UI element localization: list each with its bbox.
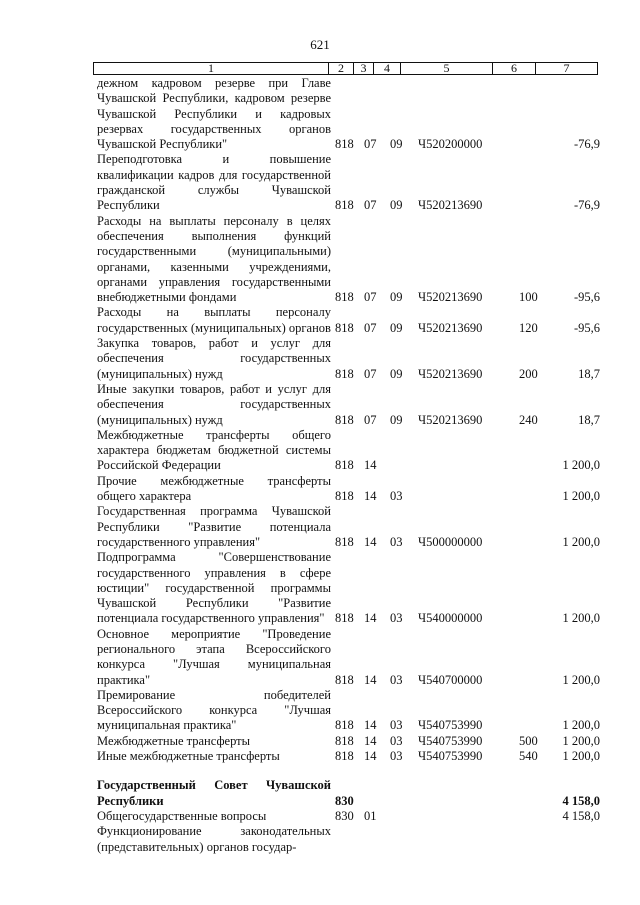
table-row <box>97 734 600 749</box>
row-c2: 818 <box>335 412 354 427</box>
row-name: Закупка товаров, работ и услуг для обеспечения государственных (муниципальных) нужд <box>97 336 331 381</box>
row-c4: 03 <box>390 489 403 504</box>
row-c6: 540 <box>519 749 538 764</box>
row-c3: 07 <box>364 320 377 335</box>
row-c2: 818 <box>335 534 354 549</box>
row-name: Межбюджетные трансферты общего характера бюджетам бюджетной системы Российской Федерации <box>97 427 331 473</box>
row-c3: 14 <box>364 733 377 748</box>
row-c4: 03 <box>390 534 403 549</box>
row-c3: 07 <box>364 290 377 305</box>
row-c2: 818 <box>335 611 354 626</box>
row-c4: 03 <box>390 718 403 733</box>
row-name: Функционирование законодательных (представительных) органов государ- <box>97 824 331 854</box>
row-c5: Ч520213690 <box>418 290 483 305</box>
row-c2: 818 <box>335 458 354 473</box>
header-col-6: 6 <box>492 63 535 74</box>
row-c5: Ч540753990 <box>418 749 483 764</box>
header-col-1: 1 <box>208 61 214 75</box>
row-c7: 18,7 <box>578 366 600 381</box>
header-col-7: 7 <box>535 63 597 74</box>
table-row <box>97 428 600 474</box>
table-row <box>97 688 600 734</box>
row-c4: 09 <box>390 366 403 381</box>
table-header <box>93 62 598 75</box>
row-name: Иные межбюджетные трансферты <box>97 749 280 764</box>
row-c4: 03 <box>390 611 403 626</box>
header-col-4: 4 <box>373 63 400 74</box>
table-row <box>97 152 600 213</box>
row-c3: 14 <box>364 611 377 626</box>
row-c6: 500 <box>519 733 538 748</box>
row-c2: 818 <box>335 366 354 381</box>
row-c5: Ч520213690 <box>418 198 483 213</box>
row-c5: Ч520213690 <box>418 366 483 381</box>
table-row <box>97 749 600 764</box>
row-c6: 200 <box>519 366 538 381</box>
table-row <box>97 382 600 428</box>
row-c7: 1 200,0 <box>562 458 600 473</box>
row-name: Подпрограмма "Совершенствование государственного управления в сфере юстиции" государственной программы Чувашской Республики "Развитие потенциала государственного управления" <box>97 550 331 626</box>
row-name: Межбюджетные трансферты <box>97 733 251 748</box>
header-col-3: 3 <box>353 63 373 74</box>
row-c5: Ч540000000 <box>418 611 483 626</box>
row-c3: 07 <box>364 137 377 152</box>
row-c3: 07 <box>364 198 377 213</box>
table-row <box>97 214 600 306</box>
row-name: Государственная программа Чувашской Республики "Развитие потенциала государственного управления" <box>97 504 331 549</box>
row-c4: 09 <box>390 137 403 152</box>
row-c2: 818 <box>335 198 354 213</box>
row-c6: 240 <box>519 412 538 427</box>
row-c5: Ч520200000 <box>418 137 483 152</box>
row-c7: 1 200,0 <box>562 749 600 764</box>
row-c7: 1 200,0 <box>562 733 600 748</box>
row-c2: 818 <box>335 718 354 733</box>
row-c7: 18,7 <box>578 412 600 427</box>
row-c3: 07 <box>364 412 377 427</box>
row-c2: 818 <box>335 749 354 764</box>
row-c4: 09 <box>390 290 403 305</box>
row-name: Расходы на выплаты персоналу в целях обеспечения выполнения функций государственными (муниципальными) органами, казенными учреждениями, органами управления государственными внебюджетными фондами <box>97 213 331 305</box>
row-name: Переподготовка и повышение квалификации кадров для государственной гражданской службы Чувашской Республики <box>97 152 331 213</box>
row-c2: 818 <box>335 489 354 504</box>
row-c4: 09 <box>390 198 403 213</box>
row-c6: 120 <box>519 320 538 335</box>
row-name: Иные закупки товаров, работ и услуг для обеспечения государственных (муниципальных) нужд <box>97 381 331 427</box>
header-col-2: 2 <box>328 63 353 74</box>
table-body <box>97 76 600 855</box>
row-c4: 09 <box>390 412 403 427</box>
row-c7: 1 200,0 <box>562 489 600 504</box>
row-c3: 14 <box>364 458 377 473</box>
table-row <box>97 824 600 855</box>
table-row <box>97 336 600 382</box>
row-c7: 1 200,0 <box>562 611 600 626</box>
row-c7: 1 200,0 <box>562 718 600 733</box>
table-row-section <box>97 778 600 809</box>
page-number: 621 <box>310 37 330 52</box>
table-row <box>97 809 600 824</box>
section-c2: 830 <box>335 793 354 808</box>
section-c7: 4 158,0 <box>562 793 600 808</box>
row-name: Прочие межбюджетные трансферты общего характера <box>97 473 331 504</box>
row-name: Общегосударственные вопросы <box>97 808 267 823</box>
table-row <box>97 504 600 550</box>
row-c4: 03 <box>390 749 403 764</box>
row-c2: 818 <box>335 672 354 687</box>
row-name: Расходы на выплаты персоналу государственных (муниципальных) органов <box>97 305 331 335</box>
row-c5: Ч500000000 <box>418 534 483 549</box>
row-c2: 818 <box>335 320 354 335</box>
row-c3: 01 <box>364 808 377 823</box>
table-row <box>97 627 600 688</box>
table-row <box>97 305 600 336</box>
row-c6: 100 <box>519 290 538 305</box>
row-name: Основное мероприятие "Проведение регионального этапа Всероссийского конкурса "Лучшая муниципальная практика" <box>97 626 331 687</box>
row-c7: 1 200,0 <box>562 672 600 687</box>
table-row <box>97 550 600 626</box>
row-c5: Ч540753990 <box>418 733 483 748</box>
row-name: дежном кадровом резерве при Главе Чувашской Республики, кадровом резерве Чувашской Республики и кадровых резервах государственных органов Чувашской Республики" <box>97 76 331 152</box>
row-c3: 07 <box>364 366 377 381</box>
row-c3: 14 <box>364 718 377 733</box>
row-name: Премирование победителей Всероссийского конкурса "Лучшая муниципальная практика" <box>97 687 331 733</box>
row-c4: 03 <box>390 672 403 687</box>
row-c3: 14 <box>364 672 377 687</box>
row-c7: 1 200,0 <box>562 534 600 549</box>
row-c2: 818 <box>335 290 354 305</box>
row-c7: -95,6 <box>573 320 600 335</box>
row-c2: 818 <box>335 733 354 748</box>
row-c2: 818 <box>335 137 354 152</box>
row-c5: Ч520213690 <box>418 412 483 427</box>
section-gap <box>97 764 600 778</box>
row-c3: 14 <box>364 749 377 764</box>
row-c2: 830 <box>335 808 354 823</box>
row-c7: -95,6 <box>573 290 600 305</box>
row-c7: 4 158,0 <box>562 808 600 823</box>
row-c3: 14 <box>364 534 377 549</box>
row-c5: Ч540753990 <box>418 718 483 733</box>
row-c4: 09 <box>390 320 403 335</box>
row-c5: Ч540700000 <box>418 672 483 687</box>
row-c4: 03 <box>390 733 403 748</box>
row-c7: -76,9 <box>573 137 600 152</box>
section-name: Государственный Совет Чувашской Республики <box>97 778 331 808</box>
table-row <box>97 474 600 505</box>
row-c3: 14 <box>364 489 377 504</box>
header-col-5: 5 <box>400 63 492 74</box>
row-c5: Ч520213690 <box>418 320 483 335</box>
row-c7: -76,9 <box>573 198 600 213</box>
